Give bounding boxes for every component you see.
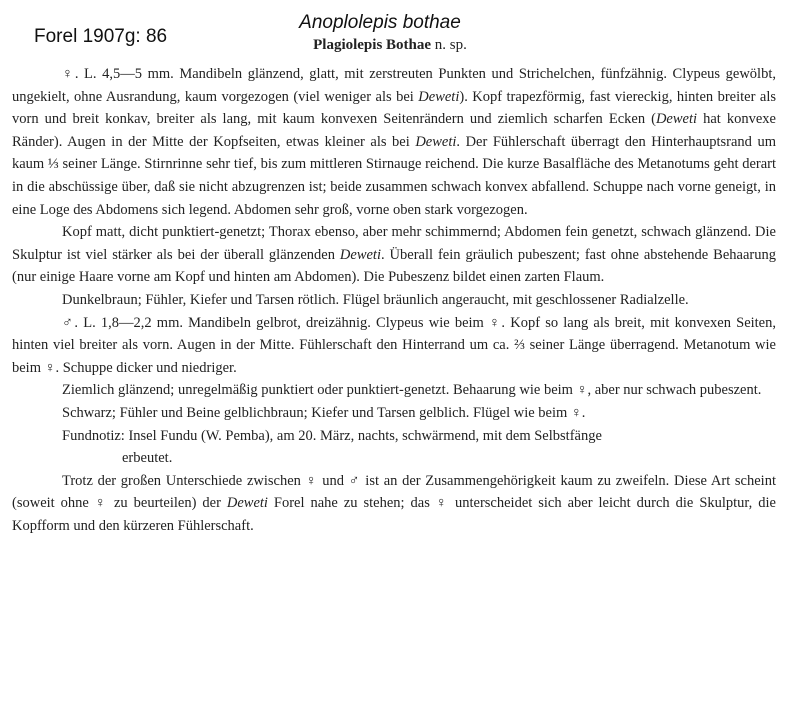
species-subtitle: [0, 37, 760, 54]
species-status: n. sp.: [431, 37, 467, 53]
taxon-mention: Deweti: [418, 88, 460, 105]
description-body: [12, 63, 776, 537]
reference-label: Forel 1907g: 86: [34, 26, 168, 47]
taxon-title: Anoplolepis bothae: [299, 12, 461, 33]
taxon-mention: Deweti: [655, 111, 698, 128]
paragraph-male-color: Schwarz; Fühler und Beine gelblichbraun; Kiefer und Tarsen gelblich. Flügel wie beim ♀.: [62, 404, 586, 421]
paragraph-female-morphology: ♀. L. 4,5—5 mm. Mandibeln glänzend, glatt, mit zerstreuten Punkten und Strichelchen, fünfzähnig. Clypeus gewölbt, ungekielt, ohne Ausrandung, kaum vorgezogen (viel weniger als bei Deweti). Kopf trapezförmig, fast viereckig, hinten breiter als vorn und breit konkav, breiter als lang, mit kaum konvexen Seitenrändern und ziemlich scharfen Ecken (Deweti hat konvexe Ränder). Augen in der Mitte der Kopfseiten, etwas kleiner als bei Deweti. Der Fühlerschaft überragt den Hinterhauptsrand um kaum ⅓ seiner Länge. Stirnrinne sehr tief, bis zum mittleren Stirnauge reichend. Die kurze Basalfläche des Metanotums geht derart in die abschüssige über, daß sie nicht abzugrenzen ist; beide zusammen schwach konvex abfallend. Schuppe nach vorne geneigt, in eine Loge des Abdomens sich legend. Abdomen sehr groß, vorne oben stark vorgezogen.: [12, 66, 777, 218]
taxon-mention: Deweti: [226, 495, 268, 512]
collection-note-continued: erbeutet.: [122, 450, 173, 467]
paragraph-collection-note: [12, 425, 776, 470]
taxon-mention: Deweti: [339, 246, 381, 263]
species-name: Plagiolepis Bothae: [313, 37, 432, 53]
taxon-mention: Deweti: [415, 133, 457, 150]
paragraph-sculpture: Kopf matt, dicht punktiert-genetzt; Thorax ebenso, aber mehr schimmernd; Abdomen fein genetzt, schwach glänzend. Die Skulptur ist viel stärker als bei der überall glänzenden Deweti. Überall fein gräulich pubeszent; fast ohne abstehende Behaarung (nur einige Haare vorne am Kopf und hinten am Abdomen). Die Pubeszenz bildet einen zarten Flaum.: [12, 224, 776, 286]
collection-note-line: Fundnotiz: Insel Fundu (W. Pemba), am 20. März, nachts, schwärmend, mit dem Selbstfänge: [62, 427, 602, 444]
paragraph-male-morphology: ♂. L. 1,8—2,2 mm. Mandibeln gelbrot, dreizähnig. Clypeus wie beim ♀. Kopf so lang als breit, mit konvexen Seiten, hinten viel breiter als vorn. Augen in der Mitte. Fühlerschaft den Hinterrand um ca. ⅔ seiner Länge überragend. Metanotum wie beim ♀. Schuppe dicker und niedriger.: [12, 314, 776, 376]
paragraph-male-sculpture: Ziemlich glänzend; unregelmäßig punktiert oder punktiert-genetzt. Behaarung wie beim ♀, aber nur schwach pubeszent.: [62, 382, 762, 399]
paragraph-remarks: Trotz der großen Unterschiede zwischen ♀ und ♂ ist an der Zusammengehörigkeit kaum zu zweifeln. Diese Art scheint (soweit ohne ♀ zu beurteilen) der Deweti Forel nahe zu stehen; das ♀ unterscheidet sich aber leicht durch die Skulptur, die Kopfform und den kürzeren Fühlerschaft.: [12, 472, 776, 534]
paragraph-color: Dunkelbraun; Fühler, Kiefer und Tarsen rötlich. Flügel bräunlich angeraucht, mit geschlossener Radialzelle.: [62, 291, 689, 308]
